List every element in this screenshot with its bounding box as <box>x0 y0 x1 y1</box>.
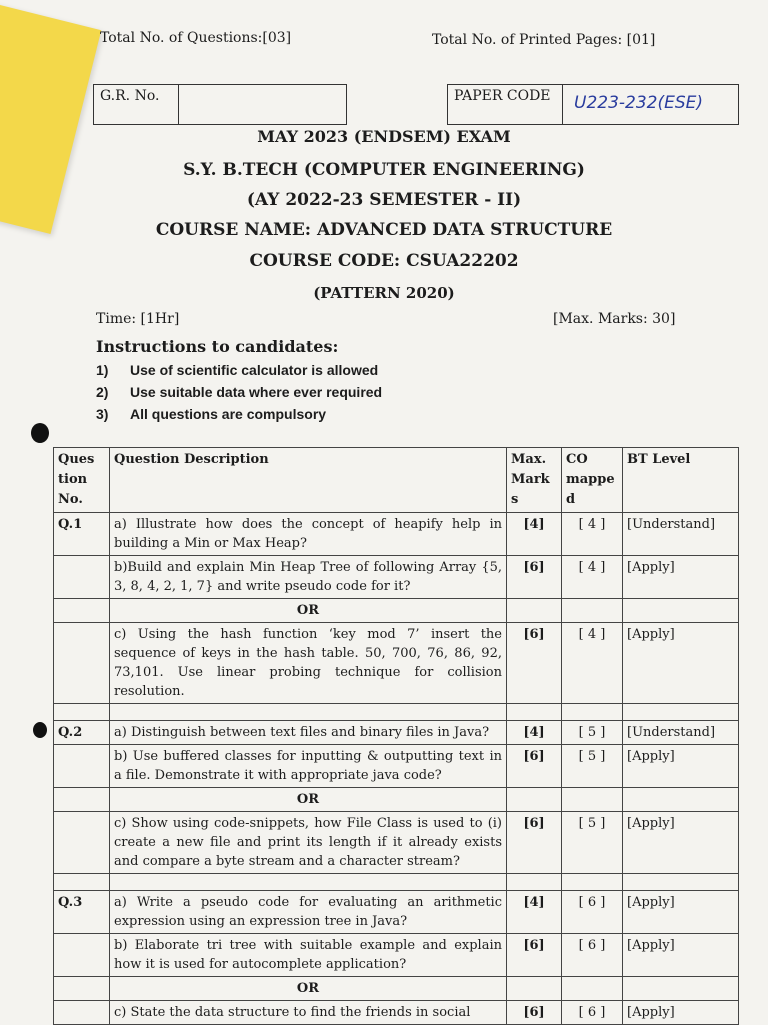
header-desc: Question Description <box>110 448 507 513</box>
pattern: (PATTERN 2020) <box>313 284 455 302</box>
max-marks: [Max. Marks: 30] <box>553 311 676 327</box>
header-marks: Max. Mark s <box>507 448 562 513</box>
or-row: OR <box>54 788 739 812</box>
punch-hole-mark <box>31 423 49 443</box>
table-row: b) Elaborate tri tree with suitable example and explain how it is used for autocomplete application? [6] [ 6 ] [Apply] <box>54 934 739 977</box>
table-row: c) Using the hash function ‘key mod 7’ insert the sequence of keys in the hash table. 50, 700, 76, 86, 92, 73,101. Use linear probing technique for collision resolution. [6] [ 4 ] [Apply] <box>54 623 739 704</box>
table-row: Q.3 a) Write a pseudo code for evaluating an arithmetic expression using an expression tree in Java? [4] [ 6 ] [Apply] <box>54 891 739 934</box>
program-title: S.Y. B.TECH (COMPUTER ENGINEERING) <box>183 160 585 180</box>
questions-table <box>53 447 739 1025</box>
paper-code-box <box>447 84 739 125</box>
gr-label: G.R. No. <box>100 88 160 104</box>
paper-code-label: PAPER CODE <box>454 88 551 104</box>
header-co: CO mappe d <box>562 448 623 513</box>
punch-hole-mark <box>33 722 47 738</box>
instruction-3: 3) All questions are compulsory <box>96 406 327 422</box>
exam-title: MAY 2023 (ENDSEM) EXAM <box>257 127 511 146</box>
gr-number-box <box>93 84 347 125</box>
or-row: OR <box>54 977 739 1001</box>
or-row: OR <box>54 599 739 623</box>
total-pages: Total No. of Printed Pages: [01] <box>432 32 656 48</box>
table-row: Q.2 a) Distinguish between text files and binary files in Java? [4] [ 5 ] [Understand] <box>54 721 739 745</box>
spacer-row <box>54 874 739 891</box>
table-row: c) Show using code-snippets, how File Class is used to (i) create a new file and print its length if it already exists and compare a byte stream and a character stream? [6] [ 5 ] [Apply] <box>54 812 739 874</box>
spacer-row <box>54 704 739 721</box>
paper-code-handwritten: U223-232(ESE) <box>574 93 704 113</box>
table-row: b)Build and explain Min Heap Tree of following Array {5, 3, 8, 4, 2, 1, 7} and write pseudo code for it? [6] [ 4 ] [Apply] <box>54 556 739 599</box>
exam-time: Time: [1Hr] <box>96 311 180 327</box>
instruction-2: 2) Use suitable data where ever required <box>96 384 383 400</box>
instruction-1: 1) Use of scientific calculator is allowed <box>96 362 379 378</box>
table-row: c) State the data structure to find the friends in social [6] [ 6 ] [Apply] <box>54 1001 739 1025</box>
table-row: Q.1 a) Illustrate how does the concept of heapify help in building a Min or Max Heap? [4] [ 4 ] [Understand] <box>54 513 739 556</box>
ay-title: (AY 2022-23 SEMESTER - II) <box>246 190 522 210</box>
instructions-heading: Instructions to candidates: <box>96 337 339 356</box>
header-qno: Ques tion No. <box>54 448 110 513</box>
table-header-row <box>54 448 739 513</box>
course-name: COURSE NAME: ADVANCED DATA STRUCTURE <box>155 220 613 240</box>
course-code: COURSE CODE: CSUA22202 <box>249 251 519 271</box>
header-bt: BT Level <box>623 448 739 513</box>
total-questions: Total No. of Questions:[03] <box>100 30 292 46</box>
table-row: b) Use buffered classes for inputting & outputting text in a file. Demonstrate it with appropriate java code? [6] [ 5 ] [Apply] <box>54 745 739 788</box>
